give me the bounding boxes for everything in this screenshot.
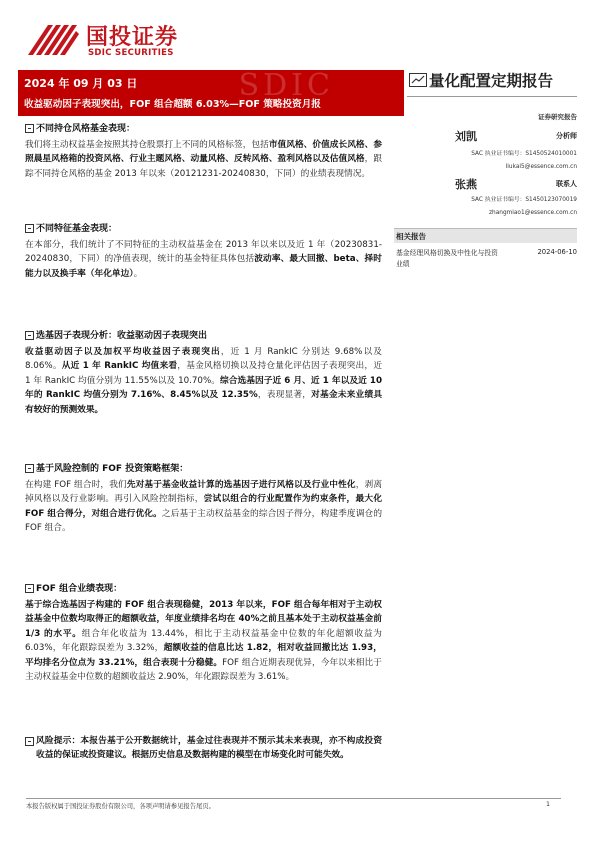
logo-text-en: SDIC SECURITIES [88,48,174,58]
banner-watermark: SDIC [238,70,334,103]
section-header [25,460,382,476]
section [25,120,382,181]
section-title: 基于风险控制的 FOF 投资策略框架： [36,464,189,474]
title-banner [18,70,404,116]
section-bullet-icon [25,224,34,233]
section-header [25,220,382,236]
risk-warning [25,732,382,763]
chart-icon [409,73,427,87]
section-title: FOF 组合业绩表现： [36,584,123,594]
emphasis-text: 对基金未来业绩具有较好的预测效果。 [25,390,383,415]
body-text: ，近 1 月 RankIC 分别达 9.68%以及 8.06%。 [25,347,382,372]
body-text: ，剥离掉风格以及行业影响。再引入风险控制指标， [25,480,383,505]
report-type-divider [407,96,577,97]
research-label: 证券研究报告 [538,113,577,121]
analyst-cert: SAC 执业证书编号：S1450524010001 [471,151,577,157]
report-type-label: 量化配置定期报告 [429,71,554,90]
section-body [25,345,382,417]
logo-mark-icon [26,21,82,59]
report-title: 收益驱动因子表现突出，FOF 组合超额 6.03%—FOF 策略投资月报 [24,99,321,110]
analyst-name: 刘凯 [455,130,477,143]
emphasis-text: 市值风格、价值成长风格、参照晨星风格箱的投资风格、行业主题风格、动量风格、反转风格、盈利风格以及估值风格 [25,140,383,165]
body-text: 在构建 FOF 组合时，我们 [25,480,127,490]
section-title: 不同特征基金表现： [36,224,118,234]
analyst-email[interactable]: zhangmiao1@essence.com.cn [489,210,577,216]
analyst-role: 联系人 [556,180,577,188]
section-body [25,238,382,281]
related-report-link[interactable]: 基金经理风格切换及中性化与投资业绩 [396,249,498,268]
section-header [25,327,382,343]
analyst-cert: SAC 执业证书编号：S1450123070019 [471,197,577,203]
section-header [25,120,382,136]
section-body [25,598,382,684]
logo-text-cn: 国投证券 [86,25,179,50]
body-text: ，跟踪不同持仓风格的基金 2013 年以来（20121231-20240830，下同）的业绩表现情况。 [25,154,383,179]
risk-warning-text: 风险提示：本报告基于公开数据统计，基金过往表现并不预示其未来表现，亦不构成投资收益的保证或投资建议。根据历史信息及数据构建的模型在市场变化时可能失效。 [36,736,382,761]
emphasis-text: 先对基于基金收益计算的选基因子进行风格以及行业中性化 [126,480,356,490]
emphasis-text: 综合选基因子近 6 月、近 1 年以及近 10 年的 RankIC 均值分别为 7.16%、8.45%以及 12.35% [25,375,382,401]
body-text: FOF 组合近期表现优异，今年以来相比于主动权益基金中位数的超额收益达 2.90%，年化跟踪误差为 3.61%。 [25,657,382,683]
body-text: 我们将主动权益基金按照其持仓股票打上不同的风格标签，包括 [25,140,269,150]
section [25,580,382,684]
section [25,460,382,536]
footer-divider [26,798,561,799]
emphasis-text: 波动率、最大回撤、beta、择时能力以及换手率（年化单边） [25,254,382,279]
analyst-email[interactable]: liukai5@essence.com.cn [505,164,577,170]
emphasis-text: 基于综合选基因子构建的 FOF 组合表现稳健，2013 年以来，FOF 组合每年相对于主动权益基金中位数均取得正的超额收益，年度业绩排名均在 40%之前且基本处于主动权益基金前 1/3 的水平。 [25,600,382,639]
section-bullet-icon [25,737,34,746]
section-title: 不同持仓风格基金表现： [36,124,136,134]
report-type [407,70,577,92]
section-body [25,478,382,536]
section-bullet-icon [25,464,34,473]
related-reports-header [394,228,577,243]
section-title: 选基因子表现分析：收益驱动因子表现突出 [36,331,208,341]
risk-warning-body [25,734,382,763]
footer-disclaimer: 本报告版权属于国投证券股份有限公司，各项声明请参见报告尾页。 [26,803,215,810]
body-text: ，基金风格切换以及持仓量化评估因子表现突出，近 1 年 RankIC 均值分别为 11.55%以及 10.70%。 [25,361,383,386]
page-number: 1 [546,801,551,808]
body-text: 组合年化收益为 13.44%，相比于主动权益基金中位数的年化超额收益为 6.03%，年化跟踪误差为 3.32%， [25,628,382,654]
related-report-date: 2024-06-10 [537,248,577,256]
emphasis-text: 超额收益的信息比达 1.82，相对收益回撤比达 1.93，平均排名分位点为 33.21%，组合表现十分稳健。 [25,643,382,668]
section-header [25,580,382,596]
emphasis-text: 从近 1 年 RankIC 均值来看 [61,361,178,372]
body-text: ，表现显著， [257,390,312,401]
body-text: 。 [133,268,143,279]
analyst-name: 张燕 [455,178,477,191]
emphasis-text: 尝试以组合的行业配置作为约束条件，最大化 FOF 组合得分，对组合进行优化。 [25,494,383,519]
section-bullet-icon [25,331,34,340]
analyst-role: 分析师 [556,132,577,140]
section-bullet-icon [25,584,34,593]
report-date: 2024 年 09 月 03 日 [24,77,138,90]
related-reports-title: 相关报告 [396,232,426,241]
section-bullet-icon [25,124,34,133]
section [25,220,382,281]
body-text: 在本部分，我们统计了不同特征的主动权益基金在 2013 年以来以及近 1 年（20230831-20240830，下同）的净值表现，统计的基金特征具体包括 [25,240,382,265]
company-logo [26,18,226,64]
body-text: 之后基于主动权益基金的综合因子得分，构建季度调仓的 FOF 组合。 [25,508,383,534]
emphasis-text: 收益驱动因子以及加权平均收益因子表现突出 [25,347,221,357]
section-body [25,138,382,181]
section [25,327,382,417]
